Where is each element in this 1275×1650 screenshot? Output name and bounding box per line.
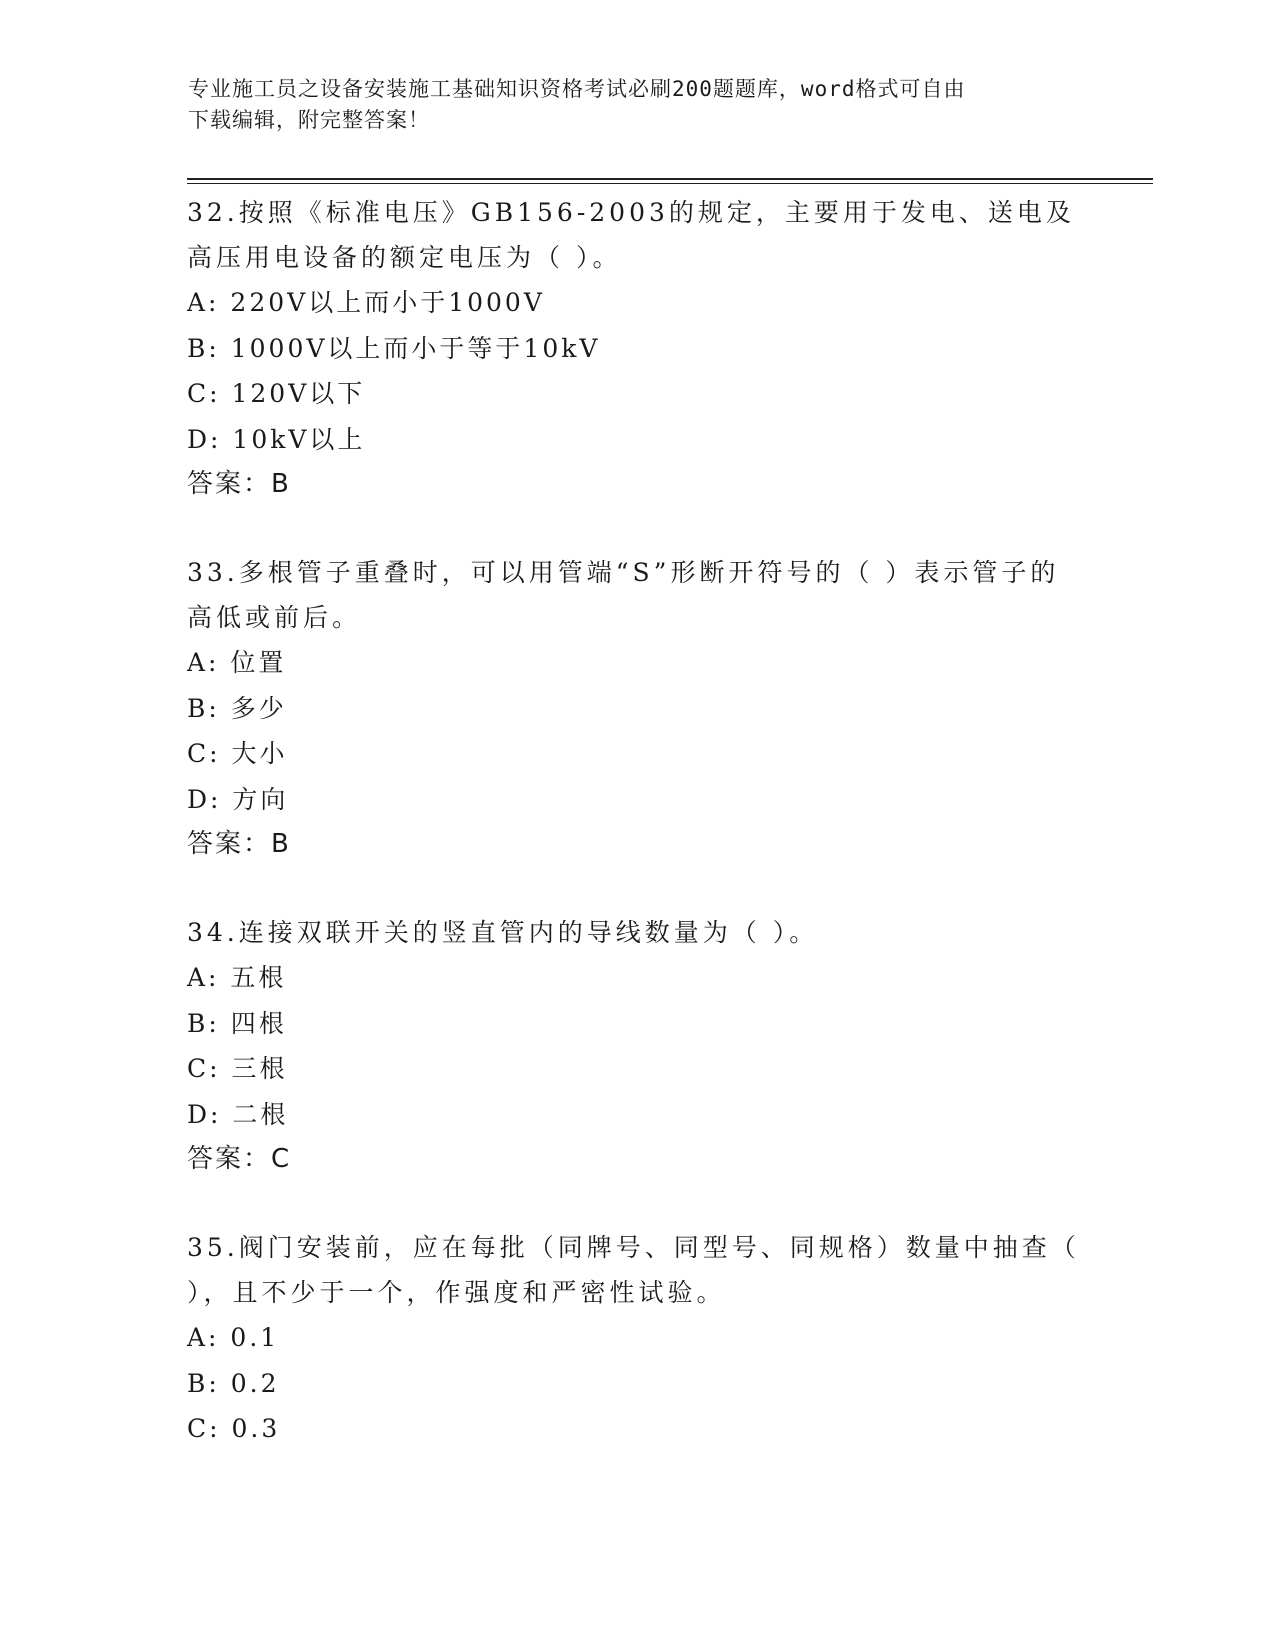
option-d: D: 二根 (187, 1099, 289, 1129)
question-text: 35.阀门安装前，应在每批（同牌号、同型号、同规格）数量中抽查（ ），且不少于一个，作强度和严密性试验。 (187, 1233, 1080, 1307)
answer-line: 答案：C (187, 1144, 292, 1174)
option-b: B: 1000V以上而小于等于10kV (187, 333, 601, 363)
option-a: A: 五根 (187, 963, 287, 992)
option-d: D: 10kV以上 (187, 424, 366, 454)
option-a: A: 220V以上而小于1000V (187, 288, 545, 317)
option-c: C: 三根 (187, 1054, 288, 1083)
answer-line: 答案：B (187, 469, 291, 499)
header-rule-top (187, 178, 1153, 180)
question-33 (187, 550, 1087, 866)
question-text: 33.多根管子重叠时，可以用管端“S”形断开符号的（ ）表示管子的高低或前后。 (187, 558, 1060, 632)
option-b: B: 四根 (187, 1008, 287, 1038)
option-a: A: 位置 (187, 648, 287, 677)
option-d: D: 方向 (187, 784, 289, 814)
question-35 (187, 1225, 1087, 1452)
option-b: B: 多少 (187, 693, 287, 723)
question-text: 32.按照《标准电压》GB156-2003的规定，主要用于发电、送电及高压用电设备的额定电压为（ ）。 (187, 198, 1075, 272)
question-list (187, 190, 1087, 1496)
option-c: C: 120V以下 (187, 379, 366, 408)
question-text: 34.连接双联开关的竖直管内的导线数量为（ ）。 (187, 918, 819, 947)
answer-line: 答案：B (187, 829, 291, 859)
question-32 (187, 190, 1087, 506)
option-c: C: 0.3 (187, 1414, 281, 1443)
question-34 (187, 910, 1087, 1181)
option-c: C: 大小 (187, 739, 288, 768)
header-rule-bottom (187, 183, 1153, 184)
header-line-2: 下载编辑，附完整答案！ (188, 108, 430, 132)
header-line-1: 专业施工员之设备安装施工基础知识资格考试必刷200题题库，word格式可自由 (188, 77, 966, 101)
option-b: B: 0.2 (187, 1368, 280, 1398)
document-header (188, 74, 1068, 136)
option-a: A: 0.1 (187, 1323, 280, 1352)
